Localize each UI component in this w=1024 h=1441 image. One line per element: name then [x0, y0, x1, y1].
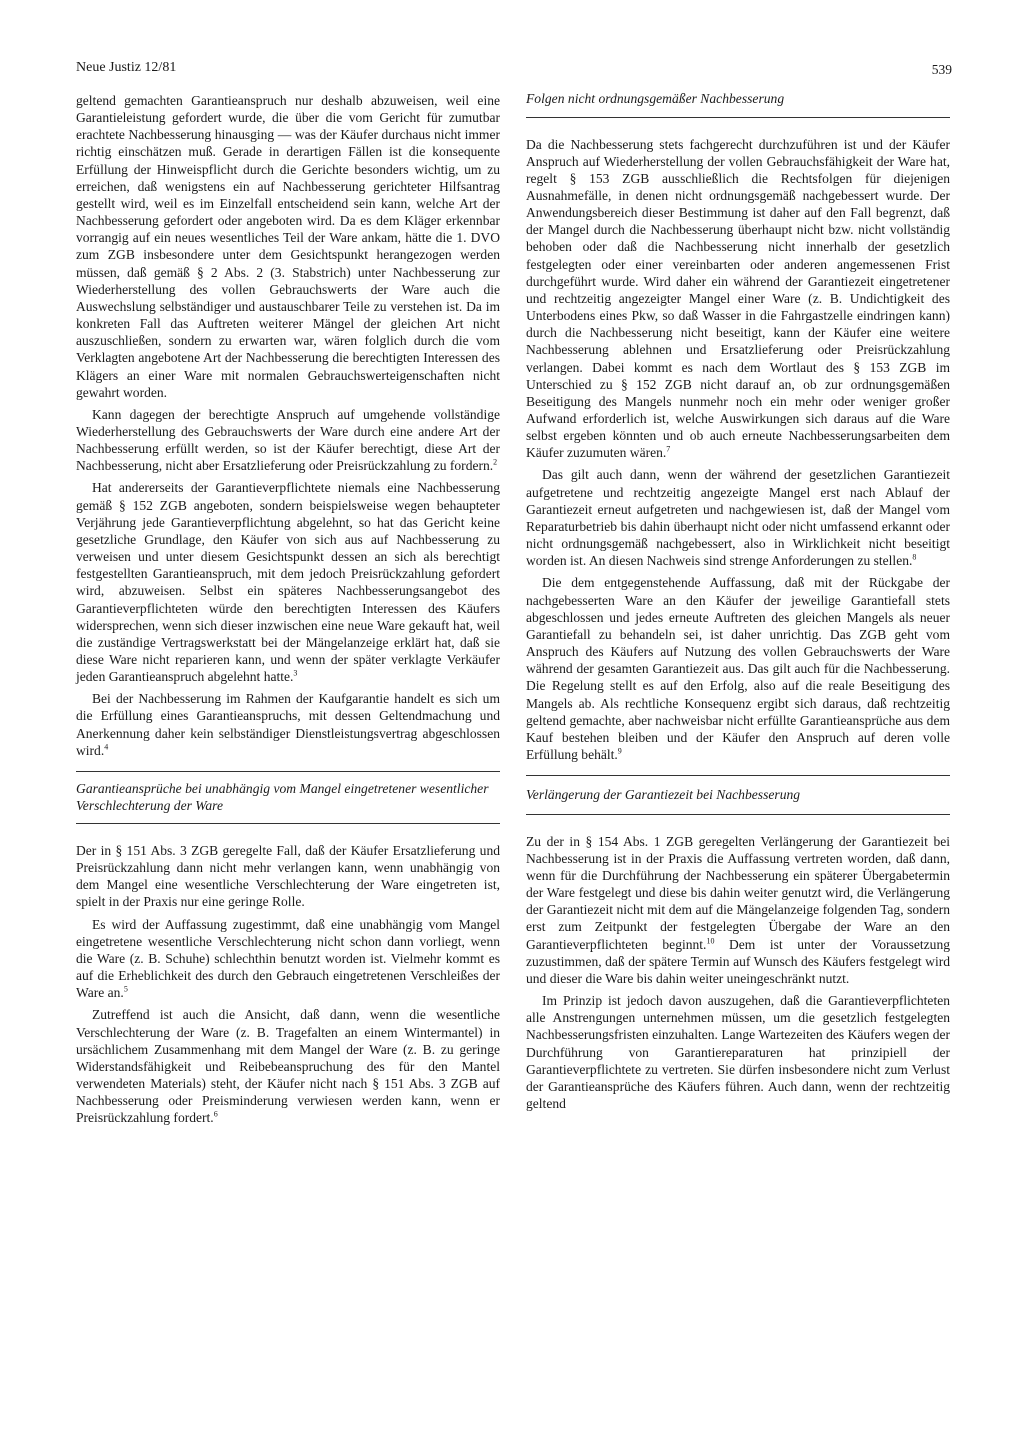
section-divider — [526, 775, 950, 776]
paragraph: Es wird der Auffassung zugestimmt, daß eine unabhängig vom Mangel eingetretene wesentliche Verschlechterung nicht schon dann vorliegt, wenn die Ware (z. B. Schuhe) schlechthin benutzt worden ist. Vielmehr kommt es auf die Erheblichkeit des durch den Gebrauch eingetretenen Verschleißes der Ware an.$^5$ — [76, 916, 500, 1001]
journal-title: Neue Justiz 12/81 — [76, 60, 177, 75]
paragraph: Zutreffend ist auch die Ansicht, daß dann, wenn die wesentliche Verschlechterung der Ware (z. B. Tragefalten an einem Wintermantel) in ursächlichem Zusammenhang mit dem Mangel der Ware (z. B. zu geringe Widerstandsfähigkeit und Reibebeanspruchung des für den Mantel verwendeten Materials) steht, der Käufer nicht nach § 151 Abs. 3 ZGB auf Nachbesserung oder Preisminderung verwiesen werden kann, wenn er Preisrückzahlung fordert.$^6$ — [76, 1007, 500, 1126]
paragraph: Die dem entgegenstehende Auffassung, daß mit der Rückgabe der nachgebesserten Ware an den Käufer der jeweilige Garantiefall stets abgeschlossen und jedes erneute Auftreten des gleichen Mangels als neuer Garantiefall zu behandeln sei, ist daher unrichtig. Das ZGB geht vom Anspruch des Käufers auf Nutzung des vollen Gebrauchswerts der Ware während der gesamten Garantiezeit aus. Das gilt auch für die Nachbesserung. Die Regelung stellt es auf den Erfolg, also auf die reale Beseitigung des Mangels ab. Als rechtliche Konsequenz ergibt sich daraus, daß rechtzeitig geltend gemachte, aber nachweisbar nicht erfüllte Garantieansprüche aus dem Kauf bestehen bleiben und der Käufer den Anspruch auf deren volle Erfüllung behält.$^9$ — [526, 575, 950, 762]
section-heading: Verlängerung der Garantiezeit bei Nachbesserung — [526, 787, 801, 803]
footnote-ref: 8 — [912, 552, 917, 562]
section-heading: Garantieansprüche bei unabhängig vom Mangel eingetretener wesentlicher Verschlechterung der Ware — [76, 780, 489, 814]
paragraph: Da die Nachbesserung stets fachgerecht durchzuführen ist und der Käufer Anspruch auf Wiederherstellung der vollen Gebrauchsfähigkeit der Ware hat, regelt § 153 ZGB ausschließlich die Rechtsfolgen für diejenigen Ausnahmefälle, in denen nicht ordnungsgemäß nachgebessert wurde. Der Anwendungsbereich dieser Bestimmung ist daher auf den Fall begrenzt, daß der Mangel durch die Nachbesserung überhaupt nicht bzw. nicht vollständig behoben oder daß die Nachbesserung nicht innerhalb der gesetzlich festgelegten oder einer vereinbarten oder anderen angemessenen Frist durchgeführt wurde. Wird daher ein während der Garantiezeit eingetretener und rechtzeitig angezeigter Mangel einer Ware (z. B. Undichtigkeit des Unterbodens eines Pkw, so daß Wasser in die Fahrgastzelle eindringen kann) durch die Nachbesserung nicht beseitigt, kann der Käufer eine weitere Nachbesserung ablehnen und Ersatzlieferung oder Preisrückzahlung verlangen. Dabei kommt es nach dem Wortlaut des § 153 ZGB im Unterschied zu § 152 ZGB nicht darauf an, ob zur ordnungsgemäßen Beseitigung des Mangels nunmehr noch ein mehr oder weniger großer Aufwand erforderlich ist, welche Auswirkungen sich daraus auf die Ware selbst ergeben könnten und ob auch erneute Nachbesserungsarbeiten dem Käufer zuzumuten wären.$^7$ — [526, 136, 950, 461]
footnote-ref: 4 — [104, 742, 109, 752]
running-header — [76, 60, 952, 82]
section-divider — [76, 823, 500, 824]
paragraph: Bei der Nachbesserung im Rahmen der Kaufgarantie handelt es sich um die Erfüllung eines Garantieanspruchs, mit dessen Geltendmachung und Anerkennung daher kein selbständiger Dienstleistungsvertrag abgeschlossen wird.$^4$ — [76, 691, 500, 758]
footnote-ref: 10 — [706, 936, 715, 946]
footnote-ref: 3 — [293, 668, 298, 678]
section-heading: Folgen nicht ordnungsgemäßer Nachbesserung — [526, 91, 785, 106]
paragraph: Das gilt auch dann, wenn der während der gesetzlichen Garantiezeit aufgetretene und rechtzeitig angezeigte Mangel erst nach Ablauf der Garantiezeit erneut aufgetreten und nachgewiesen ist, daß der Mangel vom Reparaturbetrieb bis dahin überhaupt nicht oder nicht umfassend erkannt oder nicht ordnungsgemäß nachgebessert, also in Wirklichkeit nicht beseitigt worden ist. An diesen Nachweis sind strenge Anforderungen zu stellen.$^8$ — [526, 467, 950, 569]
paragraph: Zu der in § 154 Abs. 1 ZGB geregelten Verlängerung der Garantiezeit bei Nachbesserung ist in der Praxis die Auffassung vertreten worden, daß dann, wenn für die Durchführung der Nachbesserung ein späterer Übergabetermin der Ware festgelegt und diese bis dahin weiter genutzt wird, die Verlängerung der Garantiezeit nicht mit dem auf die Mängelanzeige folgenden Tag, sondern erst zum Zeitpunkt der festgelegten Übergabe der Ware an den Garantieverpflichteten beginnt.$^{10}$ Dem ist unter der Voraussetzung zuzustimmen, daß der spätere Termin auf Wunsch des Käufers festgelegt wird und dieser die Ware bis dahin weiter uneingeschränkt nutzt. — [526, 833, 950, 986]
right-column — [526, 90, 950, 1112]
footnote-ref: 6 — [213, 1109, 218, 1119]
section-divider — [76, 771, 500, 772]
footnote-ref: 7 — [666, 444, 671, 454]
left-column — [76, 92, 500, 1126]
paragraph: Hat andererseits der Garantieverpflichtete niemals eine Nachbesserung gemäß § 152 ZGB angeboten, sondern beispielsweise wegen behaupteter Verjährung jede Garantieverpflichtung abgelehnt, so hat das Gericht keine gesetzliche Grundlage, den Käufer von sich aus auf Nachbesserung zu verweisen und unter diesem Gesichtspunkt dessen an sich als berechtigt festgestellten Garantieanspruch, mit dem jedoch Preisrückzahlung gefordert wird, abzuweisen. Selbst ein späteres Nachbesserungsangebot des Garantieverpflichteten würde den berechtigten Interessen des Käufers widersprechen, wenn sich dieser inzwischen eine neue Ware gekauft hat, weil die zuständige Vertragswerkstatt bei der Mängelanzeige erklärt hat, daß sie diese Ware nicht reparieren kann, und wenn der später verklagte Verkäufer jeden Garantieanspruch abgelehnt hatte.$^3$ — [76, 480, 500, 685]
section-divider — [526, 814, 950, 815]
page-number: 539 — [931, 62, 952, 77]
paragraph: geltend gemachten Garantieanspruch nur deshalb abzuweisen, weil eine Garantieleistung gefordert wurde, die über die vom Gericht für zumutbar erachtete Nachbesserung hinausging — was der Käufer durchaus nicht immer richtig einschätzen muß. Gerade in derartigen Fällen ist die konsequente Erfüllung der Hinweispflicht durch die Gerichte besonders wichtig, um zu erreichen, daß wenigstens ein auf Nachbesserung gerichteter Hilfsantrag gestellt wird, weil es im Einzelfall entscheidend sein kann, welche Art der Nachbesserung gefordert oder angeboten wird. Da es dem Kläger erkennbar vorrangig auf ein neues wesentliches Teil der Ware ankam, hätte die 1. DVO zum ZGB insbesondere unter dem Gesichtspunkt herangezogen werden müssen, daß gemäß § 2 Abs. 2 (3. Stabstrich) unter Nachbesserung zur Wiederherstellung des vollen Gebrauchswerts der Ware auch die Auswechslung selbständiger und austauschbarer Teile zu verstehen ist. Da im konkreten Fall das Auftreten weiterer Mängel der gleichen Art nicht auszuschließen, sondern zu erwarten war, wären folglich durch die vom Verklagten angebotene Art der Nachbesserung die berechtigten Interessen des Klägers an einer Ware mit normalen Gebrauchswerteigenschaften nicht gewahrt worden. — [76, 93, 500, 400]
paragraph: Im Prinzip ist jedoch davon auszugehen, daß die Garantieverpflichteten alle Anstrengungen unternehmen müssen, um die gesetzlich festgelegten Nachbesserungsfristen einzuhalten. Lange Wartezeiten des Käufers wegen der Durchführung von Garantiereparaturen hat prinzipiell der Garantieverpflichtete zu vertreten. Sie dürfen insbesondere nicht zum Verlust der Garantieansprüche des Käufers führen. Auch dann, wenn der rechtzeitig geltend — [526, 993, 950, 1111]
footnote-ref: 9 — [617, 746, 622, 756]
paragraph: Der in § 151 Abs. 3 ZGB geregelte Fall, daß der Käufer Ersatzlieferung und Preisrückzahlung dann nicht mehr verlangen kann, wenn unabhängig von dem Mangel eine wesentliche Verschlechterung der Ware eingetreten ist, spielt in der Praxis nur eine geringe Rolle. — [76, 842, 500, 910]
footnote-ref: 5 — [123, 984, 128, 994]
paragraph: Kann dagegen der berechtigte Anspruch auf umgehende vollständige Wiederherstellung des Gebrauchswerts der Ware durch eine andere Art der Nachbesserung erfüllt werden, so ist der Käufer berechtigt, diese Art der Nachbesserung, nicht aber Ersatzlieferung oder Preisrückzahlung zu fordern.$^2$ — [76, 406, 500, 474]
section-divider — [526, 117, 950, 118]
footnote-ref: 2 — [493, 457, 498, 467]
